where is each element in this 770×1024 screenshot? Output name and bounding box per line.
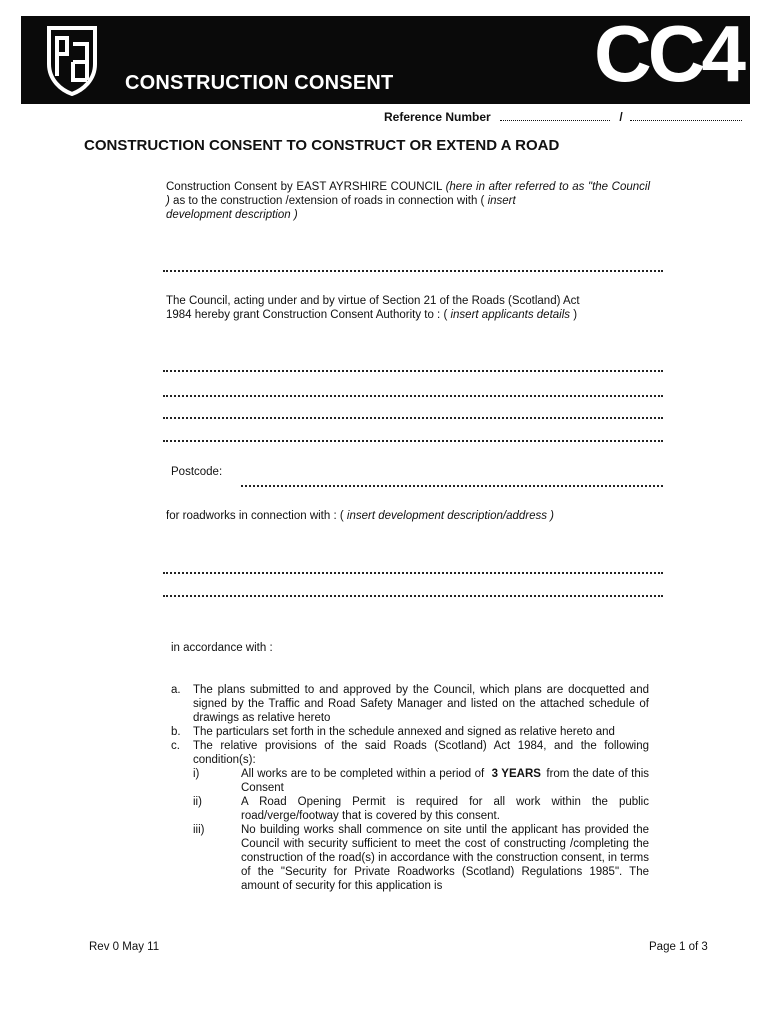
roadworks-italic: insert development description/address ) — [346, 510, 555, 522]
form-code: CC4 — [593, 9, 742, 98]
authority-paragraph — [166, 294, 656, 322]
condition-text-before: All works are to be completed within a period of — [241, 768, 485, 780]
reference-field-1[interactable] — [500, 110, 610, 121]
condition-marker: iii) — [193, 824, 205, 836]
postcode-field[interactable] — [241, 485, 663, 487]
intro-italic-4: development description ) — [166, 209, 298, 221]
condition-text: No building works shall commence on site until the applicant has provided the Council with security sufficient to meet the cost of constructing /completing the construction of the road(s) in accordance with the construction consent, in terms of the "Security for Private Roadworks (Scotland) Regulations 1985". The amount of security for this application is — [241, 824, 649, 892]
intro-italic-2: "the Council ) — [166, 181, 650, 207]
intro-italic-1: (here in after referred to as — [445, 181, 585, 193]
document-title: CONSTRUCTION CONSENT TO CONSTRUCT OR EXTEND A ROAD — [84, 137, 560, 154]
authority-line-2: 1984 hereby grant Construction Consent Authority to : ( — [166, 309, 448, 321]
authority-end: ) — [573, 309, 578, 321]
applicant-details-field-1[interactable] — [163, 370, 663, 372]
list-item-text: The particulars set forth in the schedule annexed and signed as relative hereto and — [193, 726, 615, 738]
roadworks-description-field-1[interactable] — [163, 572, 663, 574]
applicant-details-field-2[interactable] — [163, 395, 663, 397]
footer-page-number: Page 1 of 3 — [649, 941, 708, 953]
council-logo-icon — [43, 24, 101, 96]
intro-text-1: Construction Consent by EAST AYRSHIRE COUNCIL — [166, 181, 442, 193]
list-marker: a. — [171, 684, 181, 696]
condition-text: A Road Opening Permit is required for all work within the public road/verge/footway that is covered by this consent. — [241, 796, 649, 822]
roadworks-text: for roadworks in connection with : ( — [166, 510, 344, 522]
accordance-label: in accordance with : — [171, 642, 273, 654]
authority-line-1: The Council, acting under and by virtue of Section 21 of the Roads (Scotland) Act — [166, 295, 580, 307]
conditions-list — [171, 683, 649, 893]
reference-label: Reference Number — [384, 110, 491, 124]
applicant-details-field-4[interactable] — [163, 440, 663, 442]
header-band — [21, 9, 750, 104]
intro-paragraph — [166, 180, 650, 222]
condition-bold: 3 YEARS — [491, 768, 541, 780]
list-marker: b. — [171, 726, 181, 738]
footer-revision: Rev 0 May 11 — [89, 941, 160, 953]
reference-field-2[interactable] — [630, 110, 742, 121]
intro-text-2: as to the construction /extension of roads in connection with ( — [173, 195, 485, 207]
reference-number — [384, 110, 742, 124]
roadworks-line — [166, 509, 554, 523]
list-item-b — [171, 725, 649, 739]
list-item-text: The relative provisions of the said Roads (Scotland) Act 1984, and the following condition(s): — [193, 740, 649, 766]
condition-text-after: from the date of this Consent — [241, 768, 650, 794]
intro-italic-3: insert — [487, 195, 516, 207]
postcode-label: Postcode: — [171, 466, 223, 478]
condition-marker: i) — [193, 768, 200, 780]
roadworks-description-field-2[interactable] — [163, 595, 663, 597]
list-item-c — [171, 739, 649, 767]
applicant-details-field-3[interactable] — [163, 417, 663, 419]
authority-italic: insert applicants details — [450, 309, 571, 321]
condition-i — [171, 767, 649, 795]
reference-separator: / — [619, 110, 623, 124]
list-marker: c. — [171, 740, 180, 752]
condition-marker: ii) — [193, 796, 202, 808]
condition-iii — [171, 823, 649, 893]
header-title: CONSTRUCTION CONSENT — [125, 72, 394, 94]
condition-ii — [171, 795, 649, 823]
list-item-a — [171, 683, 649, 725]
list-item-text: The plans submitted to and approved by the Council, which plans are docquetted and signed by the Traffic and Road Safety Manager and listed on the attached schedule of drawings as relative hereto — [193, 684, 649, 724]
development-description-field[interactable] — [163, 270, 663, 272]
condition-text — [241, 767, 649, 795]
